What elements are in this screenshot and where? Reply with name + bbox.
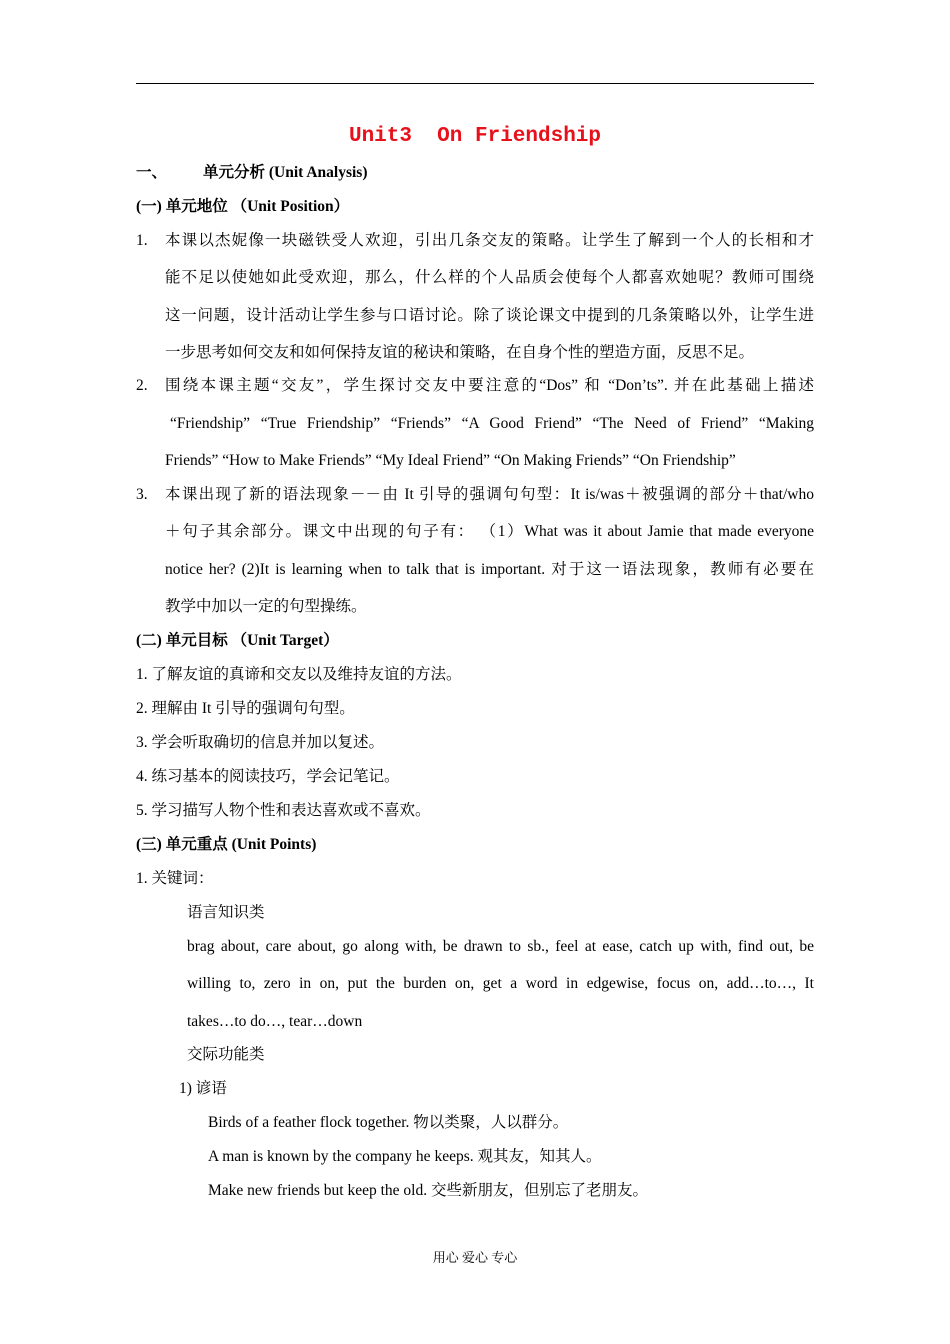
paragraph-line: brag about, care about, go along with, be drawn to sb., feel at ease, catch up with, find out, be: [187, 938, 814, 955]
list-item: 2. 理解由 It 引导的强调句句型。: [136, 700, 355, 717]
paragraph-line: Friends” “How to Make Friends” “My Ideal Friend” “On Making Friends” “On Friendship”: [165, 452, 736, 469]
list-item: 1. 了解友谊的真谛和交友以及维持友谊的方法。: [136, 666, 462, 683]
list-item: 1. 关键词：: [136, 870, 214, 887]
page-title: Unit3 On Friendship: [348, 125, 602, 148]
paragraph-line: 这一问题，设计活动让学生参与口语讨论。除了谈论课文中提到的几条策略以外，让学生进: [165, 307, 814, 324]
subsection-heading-position: (一) 单元地位 （Unit Position）: [136, 198, 350, 215]
proverb-line: A man is known by the company he keeps. 观其友，知其人。: [208, 1148, 602, 1165]
paragraph-line: 围绕本课主题“交友”，学生探讨交友中要注意的“Dos” 和 “Don’ts”. 并在此基础上描述: [165, 377, 814, 394]
paragraph-line: 教学中加以一定的句型操练。: [165, 598, 367, 615]
paragraph-line: takes…to do…, tear…down: [187, 1013, 363, 1030]
paragraph-line: 本课出现了新的语法现象－－由 It 引导的强调句句型：It is/was＋被强调的部分＋that/who: [165, 486, 814, 503]
category-label: 交际功能类: [187, 1046, 265, 1063]
page-footer: 用心 爱心 专心: [432, 1250, 518, 1265]
list-item-number: 1.: [136, 232, 148, 249]
paragraph-line: 本课以杰妮像一块磁铁受人欢迎，引出几条交友的策略。让学生了解到一个人的长相和才: [165, 232, 814, 249]
header-rule: [136, 83, 814, 84]
paragraph-line: “Friendship” “True Friendship” “Friends” “A Good Friend” “The Need of Friend” “Making: [170, 415, 814, 432]
list-item-number: 2.: [136, 377, 148, 394]
paragraph-line: ＋句子其余部分。课文中出现的句子有： （1）What was it about Jamie that made everyone: [165, 523, 814, 540]
paragraph-line: 一步思考如何交友和如何保持友谊的秘诀和策略，在自身个性的塑造方面，反思不足。: [165, 344, 755, 361]
subsection-heading-points: (三) 单元重点 (Unit Points): [136, 836, 317, 853]
subsection-heading-target: (二) 单元目标 （Unit Target）: [136, 632, 339, 649]
paragraph-line: notice her? (2)It is learning when to talk that is important. 对于这一语法现象，教师有必要在: [165, 561, 814, 578]
list-item: 5. 学习描写人物个性和表达喜欢或不喜欢。: [136, 802, 431, 819]
proverb-line: Make new friends but keep the old. 交些新朋友，但别忘了老朋友。: [208, 1182, 648, 1199]
list-item: 3. 学会听取确切的信息并加以复述。: [136, 734, 385, 751]
list-item-number: 3.: [136, 486, 148, 503]
section-heading: 单元分析 (Unit Analysis): [203, 164, 368, 181]
category-label: 语言知识类: [187, 904, 265, 921]
proverb-line: Birds of a feather flock together. 物以类聚，人以群分。: [208, 1114, 569, 1131]
paragraph-line: 能不足以使她如此受欢迎，那么，什么样的个人品质会使每个人都喜欢她呢？教师可围绕: [165, 269, 814, 286]
sublist-label: 1) 谚语: [179, 1080, 227, 1097]
list-item: 4. 练习基本的阅读技巧，学会记笔记。: [136, 768, 400, 785]
paragraph-line: willing to, zero in on, put the burden on, get a word in edgewise, focus on, add…to…, It: [187, 975, 814, 992]
section-number: 一、: [136, 164, 168, 181]
